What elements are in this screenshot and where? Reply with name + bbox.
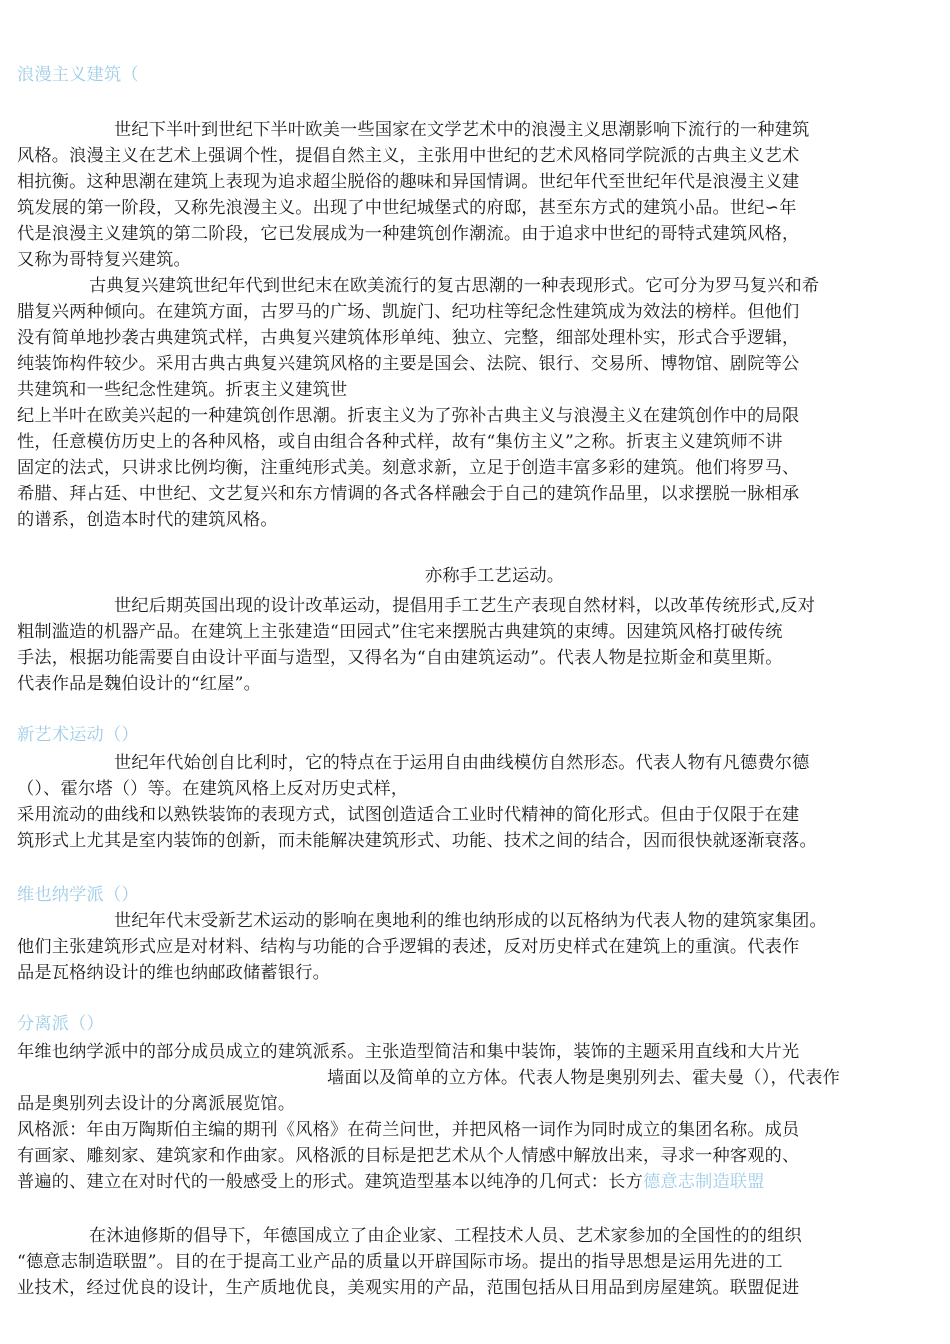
paragraph-line: 共建筑和一些纪念性建筑。折衷主义建筑世 [17, 380, 348, 400]
paragraph-line: 世纪后期英国出现的设计改革运动，提倡用手工艺生产表现自然材料，以改革传统形式,反对 [114, 596, 816, 616]
paragraph-line: 业技术，经过优良的设计，生产质地优良，美观实用的产品，范围包括从日用品到房屋建筑。联盟促进 [17, 1278, 800, 1298]
paragraph-line: 没有简单地抄袭古典建筑式样，古典复兴建筑体形单纯、独立、完整，细部处理朴实，形式合乎逻辑， [17, 328, 800, 348]
paragraph-line: 手法，根据功能需要自由设计平面与造型，又得名为“自由建筑运动”。代表人物是拉斯金和莫里斯。 [17, 648, 783, 668]
paragraph-line: 品是瓦格纳设计的维也纳邮政储蓄银行。 [17, 963, 330, 983]
paragraph-line: 采用流动的曲线和以熟铁装饰的表现方式，试图创造适合工业时代精神的简化形式。但由于仅限于在建 [17, 805, 800, 825]
paragraph-line: 腊复兴两种倾向。在建筑方面，古罗马的广场、凯旋门、纪功柱等纪念性建筑成为效法的榜样。但他们 [17, 302, 800, 322]
paragraph-line: 年维也纳学派中的部分成员成立的建筑派系。主张造型简洁和集中装饰，装饰的主题采用直线和大片光 [17, 1042, 800, 1062]
paragraph-line: 代表作品是魏伯设计的“红屋”。 [17, 674, 262, 694]
paragraph-line: 风格。浪漫主义在艺术上强调个性，提倡自然主义，主张用中世纪的艺术风格同学院派的古典主义艺术 [17, 146, 800, 166]
heading-vienna-school: 维也纳学派（） [17, 885, 139, 905]
paragraph-line: 墙面以及简单的立方体。代表人物是奥别列去、霍夫曼（），代表作 [327, 1068, 841, 1088]
werkbund-link[interactable]: 德意志制造联盟 [642, 1172, 765, 1192]
paragraph-line: 世纪下半叶到世纪下半叶欧美一些国家在文学艺术中的浪漫主义思潮影响下流行的一种建筑 [114, 120, 810, 140]
paragraph-line: 风格派：年由万陶斯伯主编的期刊《风格》在荷兰问世，并把风格一词作为同时成立的集团名称。成员 [17, 1120, 800, 1140]
paragraph-line: 纯装饰构件较少。采用古典古典复兴建筑风格的主要是国会、法院、银行、交易所、博物馆、剧院等公 [17, 354, 800, 374]
paragraph-line: 代是浪漫主义建筑的第二阶段，它已发展成为一种建筑创作潮流。由于追求中世纪的哥特式建筑风格， [17, 224, 800, 244]
paragraph-line: 世纪年代末受新艺术运动的影响在奥地利的维也纳形成的以瓦格纳为代表人物的建筑家集团。 [114, 911, 827, 931]
paragraph-line [17, 1169, 945, 1195]
paragraph-line: 有画家、雕刻家、建筑家和作曲家。风格派的目标是把艺术从个人情感中解放出来，寻求一种客观的、 [17, 1146, 800, 1166]
section-title-crafts: 亦称手工艺运动。 [425, 566, 565, 586]
paragraph-line: 粗制滥造的机器产品。在建筑上主张建造“田园式”住宅来摆脱古典建筑的束缚。因建筑风格打破传统 [17, 622, 783, 642]
paragraph-line: 筑形式上尤其是室内装饰的创新，而未能解决建筑形式、功能、技术之间的结合，因而很快就逐渐衰落。 [17, 831, 817, 851]
paragraph-line: 固定的法式，只讲求比例均衡，注重纯形式美。刻意求新，立足于创造丰富多彩的建筑。他们将罗马、 [17, 458, 800, 478]
paragraph-line: 品是奥别列去设计的分离派展览馆。 [17, 1094, 296, 1114]
paragraph-line: 纪上半叶在欧美兴起的一种建筑创作思潮。折衷主义为了弥补古典主义与浪漫主义在建筑创作中的局限 [17, 406, 800, 426]
paragraph-text: 普遍的、建立在对时代的一般感受上的形式。建筑造型基本以纯净的几何式：长方 [17, 1172, 643, 1192]
paragraph-line: 古典复兴建筑世纪年代到世纪末在欧美流行的复古思潮的一种表现形式。它可分为罗马复兴和希 [89, 276, 820, 296]
paragraph-line: （）、霍尔塔（）等。在建筑风格上反对历史式样， [17, 779, 409, 799]
paragraph-line: 性，任意模仿历史上的各种风格，或自由组合各种式样，故有“集仿主义”之称。折衷主义建筑师不讲 [17, 432, 783, 452]
paragraph-line: “德意志制造联盟”。目的在于提高工业产品的质量以开辟国际市场。提出的指导思想是运用先进的工 [17, 1252, 783, 1272]
paragraph-line: 筑发展的第一阶段，又称先浪漫主义。出现了中世纪城堡式的府邸，甚至东方式的建筑小品。世纪∽年 [17, 198, 797, 218]
paragraph-line: 世纪年代始创自比利时，它的特点在于运用自由曲线模仿自然形态。代表人物有凡德费尔德 [114, 753, 810, 773]
heading-romanticism: 浪漫主义建筑（ [17, 65, 139, 85]
paragraph-line: 又称为哥特复兴建筑。 [17, 250, 191, 270]
heading-art-nouveau: 新艺术运动（） [17, 725, 139, 745]
heading-secession: 分离派（） [17, 1014, 104, 1034]
paragraph-line: 在沐迪修斯的倡导下，年德国成立了由企业家、工程技术人员、艺术家参加的全国性的的组织 [89, 1226, 802, 1246]
paragraph-line: 的谱系，创造本时代的建筑风格。 [17, 510, 278, 530]
paragraph-line: 相抗衡。这种思潮在建筑上表现为追求超尘脱俗的趣味和异国情调。世纪年代至世纪年代是浪漫主义建 [17, 172, 800, 192]
paragraph-line: 希腊、拜占廷、中世纪、文艺复兴和东方情调的各式各样融会于自己的建筑作品里，以求摆脱一脉相承 [17, 484, 800, 504]
paragraph-line: 他们主张建筑形式应是对材料、结构与功能的合乎逻辑的表述，反对历史样式在建筑上的重演。代表作 [17, 937, 800, 957]
